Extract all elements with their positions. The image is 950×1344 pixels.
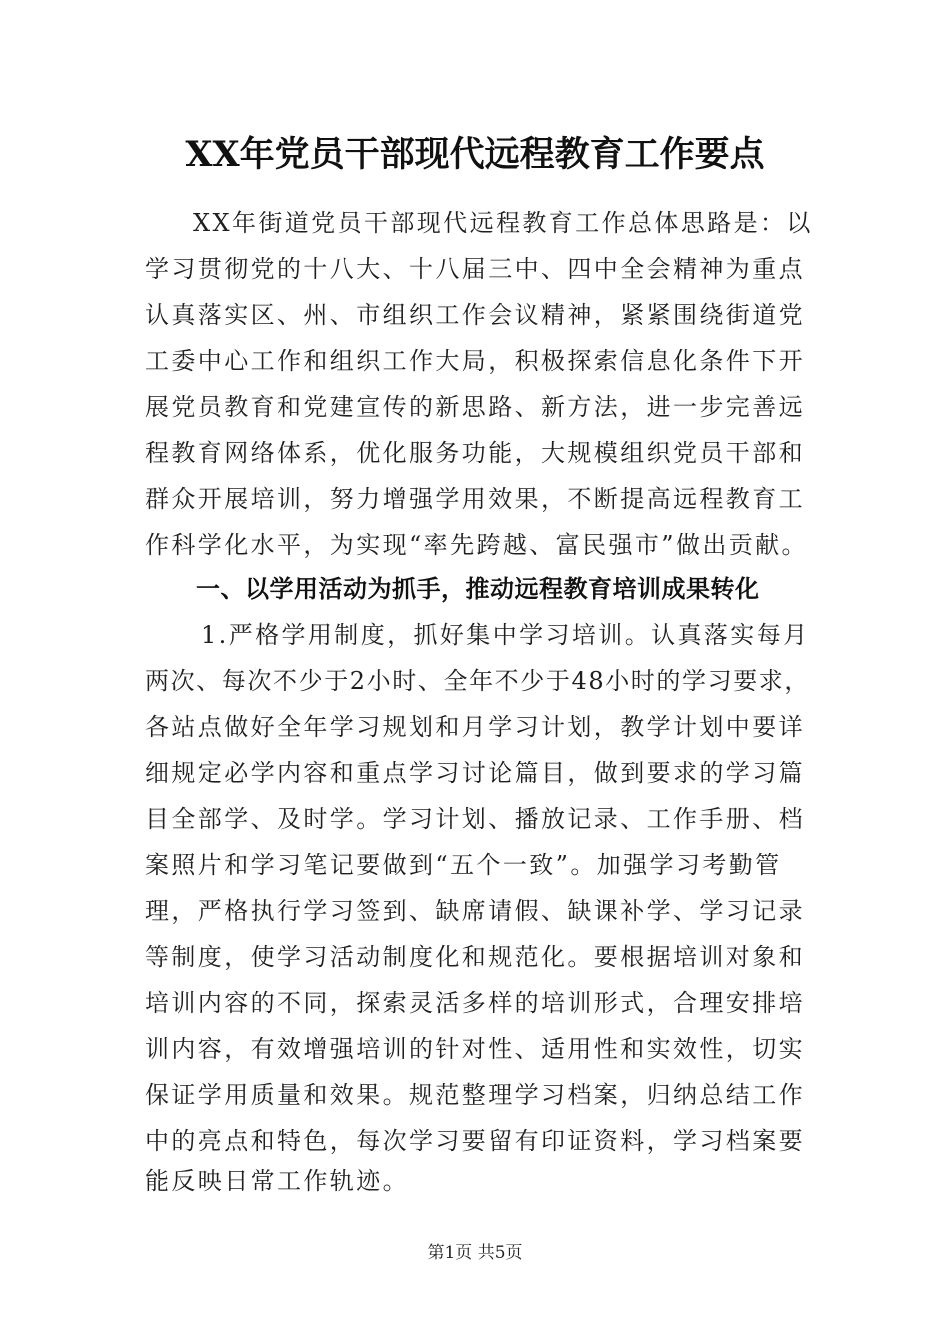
paragraph-line: 1.严格学用制度，抓好集中学习培训。认真落实每月: [201, 621, 810, 649]
paragraph-line: 程教育网络体系，优化服务功能，大规模组织党员干部和: [145, 439, 805, 467]
paragraph-line: 群众开展培训，努力增强学用效果，不断提高远程教育工: [145, 485, 805, 513]
paragraph-line: 两次、每次不少于2小时、全年不少于48小时的学习要求，: [145, 667, 811, 695]
paragraph-line: 展党员教育和党建宣传的新思路、新方法，进一步完善远: [145, 393, 805, 421]
paragraph-line: 理，严格执行学习签到、缺席请假、缺课补学、学习记录: [145, 897, 805, 925]
page-footer: 第1页 共5页: [427, 1243, 523, 1263]
paragraph-line: 案照片和学习笔记要做到“五个一致”。加强学习考勤管: [145, 851, 782, 879]
paragraph-line: 等制度，使学习活动制度化和规范化。要根据培训对象和: [145, 943, 805, 971]
paragraph-line: 各站点做好全年学习规划和月学习计划，教学计划中要详: [145, 713, 805, 741]
document-title: XX年党员干部现代远程教育工作要点: [185, 134, 765, 175]
paragraph-line: 训内容，有效增强培训的针对性、适用性和实效性，切实: [145, 1035, 805, 1063]
paragraph-line: 细规定必学内容和重点学习讨论篇目，做到要求的学习篇: [145, 759, 805, 787]
paragraph-line: 学习贯彻党的十八大、十八届三中、四中全会精神为重点: [145, 255, 805, 283]
paragraph-line: 认真落实区、州、市组织工作会议精神，紧紧围绕街道党: [145, 301, 805, 329]
section-heading: 一、以学用活动为抓手，推动远程教育培训成果转化: [196, 574, 760, 603]
paragraph-line: 作科学化水平，为实现“率先跨越、富民强市”做出贡献。: [145, 531, 808, 559]
paragraph-line: XX年街道党员干部现代远程教育工作总体思路是：以: [193, 209, 813, 237]
paragraph-line: 中的亮点和特色，每次学习要留有印证资料，学习档案要: [145, 1127, 805, 1155]
paragraph-line: 目全部学、及时学。学习计划、播放记录、工作手册、档: [145, 805, 805, 833]
paragraph-line: 能反映日常工作轨迹。: [145, 1167, 409, 1195]
paragraph-line: 保证学用质量和效果。规范整理学习档案，归纳总结工作: [145, 1081, 805, 1109]
paragraph-line: 工委中心工作和组织工作大局，积极探索信息化条件下开: [145, 347, 805, 375]
paragraph-line: 培训内容的不同，探索灵活多样的培训形式，合理安排培: [145, 989, 805, 1017]
